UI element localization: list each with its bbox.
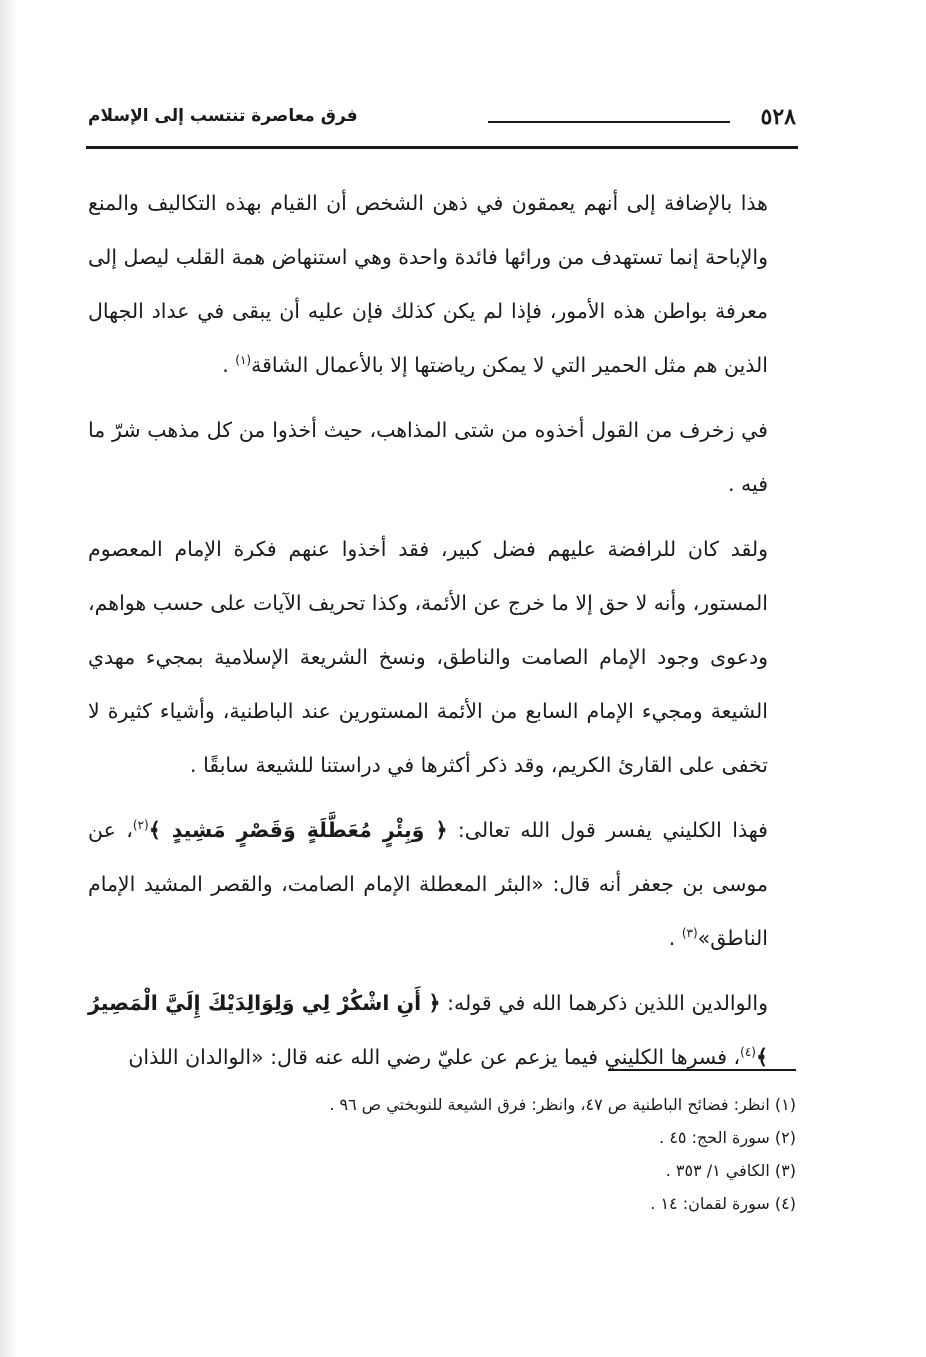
paragraph-5: والوالدين اللذين ذكرهما الله في قوله: ﴿ أَنِ اشْكُرْ لِي وَلِوَالِدَيْكَ إِلَيَّ الْمَصِيرُ ﴾$^{(٤)}$، فسرها الكليني فيما يزعم عن عليّ رضي الله عنه قال: «الوالدان اللذان	[88, 991, 768, 1069]
quran-verse: ﴿ أَنِ اشْكُرْ لِي وَلِوَالِدَيْكَ إِلَيَّ الْمَصِيرُ ﴾	[88, 991, 768, 1069]
header-dash	[488, 121, 730, 123]
footnote-1: (١) انظر: فضائح الباطنية ص ٤٧، وانظر: فرق الشيعة للنوبختي ص ٩٦ .	[329, 1095, 796, 1114]
header-rule	[86, 146, 798, 149]
footnote-ref: (٤)	[740, 1045, 756, 1060]
footnote-ref: (٢)	[132, 818, 149, 833]
footnote-2: (٢) سورة الحج: ٤٥ .	[659, 1128, 796, 1147]
footnotes	[88, 1088, 796, 1220]
footnote-ref: (١)	[235, 353, 252, 368]
paragraph-4: فهذا الكليني يفسر قول الله تعالى: ﴿ وَبِئْرٍ مُعَطَّلَةٍ وَقَصْرٍ مَشِيدٍ ﴾$^{(٢)}$، عن موسى بن جعفر أنه قال: «البئر المعطلة الإمام الصامت، والقصر المشيد الإمام الناطق»$^{(٣)}$ .	[88, 818, 768, 950]
paragraph-3: ولقد كان للرافضة عليهم فضل كبير، فقد أخذوا عنهم فكرة الإمام المعصوم المستور، وأنه لا حق إلا ما خرج عن الأئمة، وكذا تحريف الآيات على حسب هواهم، ودعوى وجود الإمام الصامت والناطق، ونسخ الشريعة الإسلامية بمجيء مهدي الشيعة ومجيء الإمام السابع من الأئمة المستورين عند الباطنية، وأشياء كثيرة لا تخفى على القارئ الكريم، وقد ذكر أكثرها في دراستنا للشيعة سابقًا .	[88, 537, 768, 777]
footnote-ref: (٣)	[681, 926, 698, 941]
body-text	[88, 176, 796, 1095]
footnote-3: (٣) الكافي ١/ ٣٥٣ .	[665, 1161, 796, 1180]
quran-verse: ﴿ وَبِئْرٍ مُعَطَّلَةٍ وَقَصْرٍ مَشِيدٍ ﴾	[148, 818, 448, 842]
paragraph-2: في زخرف من القول أخذوه من شتى المذاهب، حيث أخذوا من كل مذهب شرّ ما فيه .	[88, 418, 768, 496]
running-title: فرق معاصرة تنتسب إلى الإسلام	[88, 106, 358, 126]
footnote-rule	[608, 1069, 796, 1071]
page-header	[88, 104, 796, 144]
scan-edge-shadow	[0, 0, 18, 1357]
footnote-4: (٤) سورة لقمان: ١٤ .	[650, 1194, 796, 1213]
paragraph-1: هذا بالإضافة إلى أنهم يعمقون في ذهن الشخص أن القيام بهذه التكاليف والمنع والإباحة إنما تستهدف من ورائها فائدة واحدة وهي استنهاض همة القلب ليصل إلى معرفة بواطن هذه الأمور، فإذا لم يكن كذلك فإن عليه أن يبقى في عداد الجهال الذين هم مثل الحمير التي لا يمكن رياضتها إلا بالأعمال الشاقة$^{(١)}$ .	[88, 191, 768, 377]
page-number: ٥٢٨	[760, 104, 796, 130]
